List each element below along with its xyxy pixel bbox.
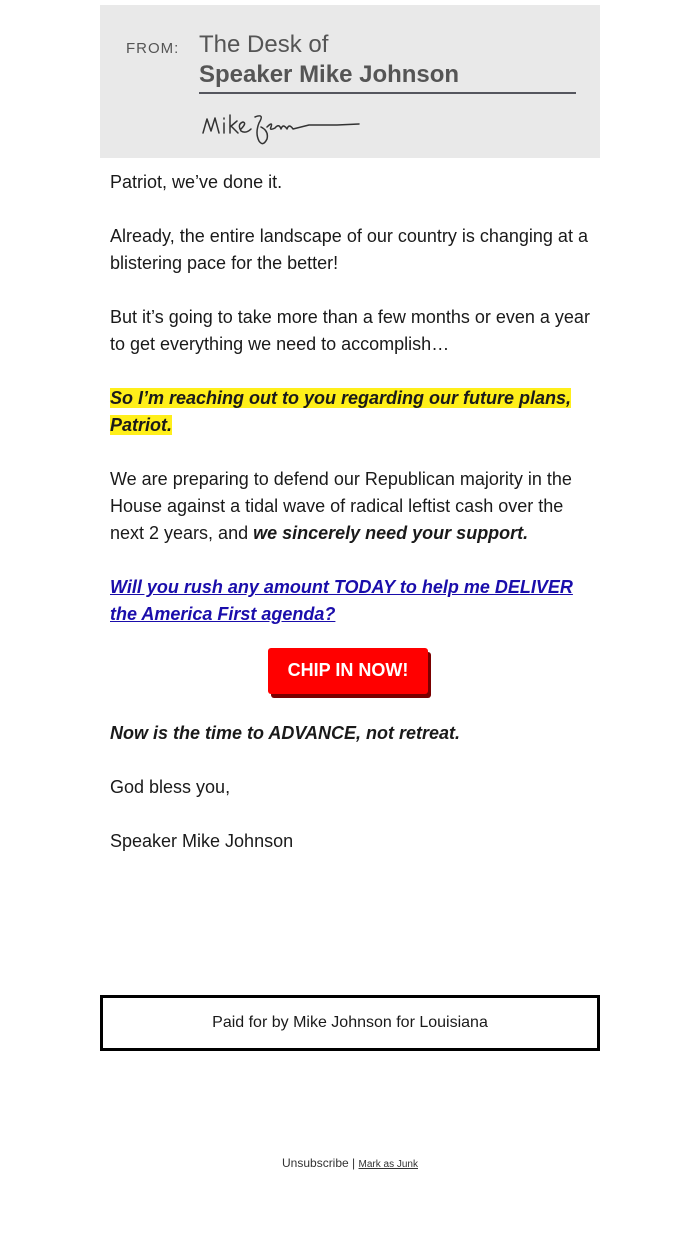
donate-link[interactable]: Will you rush any amount TODAY to help me DELIVER the America First agenda? [110, 577, 573, 624]
mark-as-junk-link[interactable]: Mark as Junk [358, 1159, 418, 1170]
header-divider [199, 92, 576, 94]
paid-for-disclaimer: Paid for by Mike Johnson for Louisiana [100, 995, 600, 1051]
unsubscribe-link[interactable]: Unsubscribe [282, 1156, 349, 1170]
advance-paragraph: Now is the time to ADVANCE, not retreat. [110, 723, 461, 743]
from-label: FROM: [126, 40, 180, 57]
support-emphasis: we sincerely need your support. [253, 523, 529, 543]
support-paragraph [110, 466, 600, 547]
donate-link-paragraph [110, 574, 600, 628]
highlighted-text: So I’m reaching out to you regarding our future plans, Patriot. [110, 388, 572, 435]
signoff-line: Speaker Mike Johnson [110, 831, 294, 851]
support-text: We are preparing to defend our Republican majority in the House against a tidal wave of radical leftist cash over the next 2 years, and [110, 469, 572, 543]
signature-icon [197, 101, 367, 151]
landscape-paragraph: Already, the entire landscape of our country is changing at a blistering pace for the better! [110, 226, 588, 273]
footer-separator: | [352, 1156, 356, 1170]
email-footer [0, 1156, 700, 1170]
sender-name: Speaker Mike Johnson [199, 61, 460, 88]
email-header-banner [100, 5, 600, 158]
greeting-paragraph: Patriot, we’ve done it. [110, 172, 283, 192]
closing-line: God bless you, [110, 777, 231, 797]
highlight-paragraph [110, 385, 600, 439]
chip-in-button[interactable]: CHIP IN NOW! [268, 648, 428, 694]
timeline-paragraph: But it’s going to take more than a few months or even a year to get everything we need to accomplish… [110, 307, 590, 354]
desk-title: The Desk of [199, 31, 329, 58]
